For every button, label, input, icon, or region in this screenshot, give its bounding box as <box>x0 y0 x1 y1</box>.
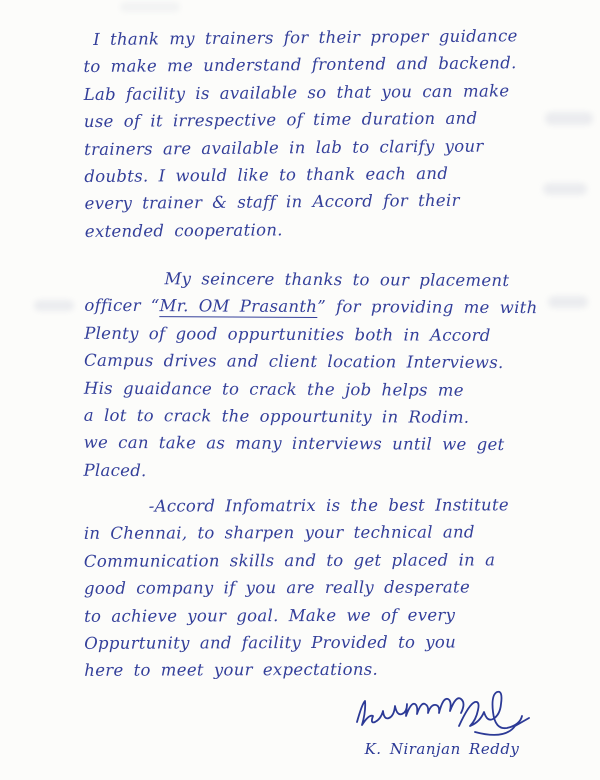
letter-line: Placed. <box>83 460 147 481</box>
letter-line <box>84 292 550 322</box>
letter-line: Communication skills and to get placed in a <box>83 549 496 571</box>
letter-line: extended cooperation. <box>84 220 283 241</box>
letter-line: we can take as many interviews until we get <box>83 433 505 455</box>
signature-name: K. Niranjan Reddy <box>364 740 520 758</box>
paper-smudge <box>545 112 593 125</box>
signature-block <box>342 686 542 758</box>
letter-line: use of it irrespective of time duration and <box>83 108 478 132</box>
letter-line: I thank my trainers for their proper guidance <box>93 26 518 49</box>
letter-line: Campus drives and client location Interviews. <box>84 351 504 373</box>
letter-line: doubts. I would like to thank each and <box>84 163 449 187</box>
letter-line: good company if you are really desperate <box>83 577 471 598</box>
paper-smudge <box>34 300 74 311</box>
paragraph-placement-officer <box>83 265 550 487</box>
letter-line: trainers are available in lab to clarify your <box>84 136 484 159</box>
paragraph-institute <box>84 491 551 684</box>
letter-line: to achieve your goal. Make we of every <box>84 604 456 625</box>
underlined-name: Mr. OM Prasanth <box>159 296 318 317</box>
letter-body <box>84 24 550 683</box>
paper-smudge <box>548 296 588 308</box>
letter-line: in Chennai, to sharpen your technical and <box>83 522 475 543</box>
line-segment: officer “ <box>84 296 160 316</box>
letter-line: to make me understand frontend and backend. <box>83 53 517 77</box>
paragraph-trainers <box>83 22 551 245</box>
line-segment: ” for providing me with <box>317 297 538 318</box>
letter-line: Oppurtunity and facility Provided to you <box>84 632 457 653</box>
signature-scribble-icon <box>347 686 537 738</box>
letter-line: -Accord Infomatrix is the best Institute <box>148 494 509 516</box>
letter-line: here to meet your expectations. <box>84 659 379 680</box>
letter-line: a lot to crack the oppourtunity in Rodim. <box>83 406 470 428</box>
letter-line: every trainer & staff in Accord for their <box>84 191 460 214</box>
letter-line: Lab facility is available so that you can make <box>83 81 510 104</box>
paper-smudge <box>120 2 180 12</box>
letter-line: My seincere thanks to our placement <box>164 269 510 291</box>
letter-line: His guaidance to crack the job helps me <box>83 378 464 400</box>
letter-line: Plenty of good oppurtunities both in Accord <box>84 323 491 345</box>
